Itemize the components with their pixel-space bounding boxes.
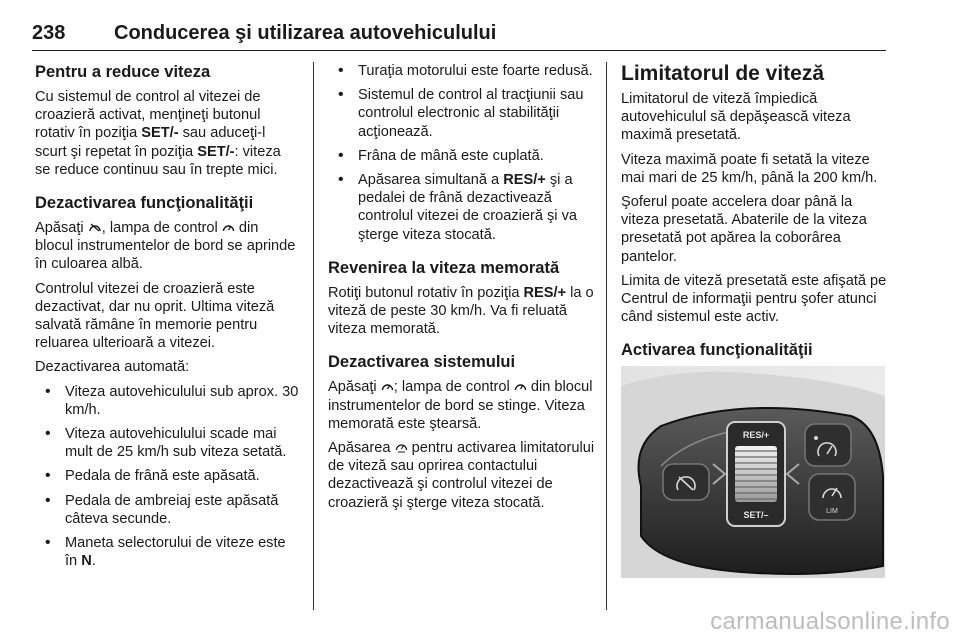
column-1	[35, 62, 300, 576]
section-heading: Dezactivarea sistemului	[328, 353, 516, 372]
list-item: • Pedala de frână este apăsată.	[35, 467, 300, 485]
list-item: • Turaţia motorului este foarte redusă.	[328, 62, 596, 80]
paragraph: Apăsaţi , lampa de control din blocul instrumentelor de bord se aprinde în culoarea albă.	[35, 220, 296, 273]
watermark: carmanualsonline.info	[710, 608, 950, 635]
paragraph: Limitatorul de viteză împiedică autovehiculul să depăşească viteza maximă presetată.	[621, 91, 851, 144]
list-item: • Sistemul de control al tracţiunii sau controlul electronic al stabilităţii acţionează.	[328, 86, 596, 141]
column-divider	[313, 62, 314, 610]
column-divider	[606, 62, 607, 610]
limiter-label: LIM	[826, 508, 838, 516]
list-item: • Frâna de mână este cuplată.	[328, 147, 596, 165]
paragraph: Limita de viteză presetată este afişată pe Centrul de informaţii pentru şofer atunci când sistemul este activ.	[621, 272, 887, 326]
set-label: SET/–	[743, 510, 769, 521]
bullet-list	[328, 62, 596, 244]
paragraph: Controlul vitezei de croazieră este dezactivat, dar nu oprit. Ultima viteză salvată rămâne în memorie pentru reluarea ulterioară a vitezei.	[35, 280, 275, 352]
section-heading: Revenirea la viteza memorată	[328, 258, 560, 277]
paragraph: Cu sistemul de control al vitezei de croazieră activat, menţineţi butonul rotativ în poziţia SET/- sau aduceţi-l scurt şi repetat în poziţia SET/-: viteza se reduce continuu sau în trepte mici.	[35, 89, 281, 178]
section-title: Limitatorul de viteză	[621, 62, 825, 85]
list-item: • Viteza autovehiculului sub aprox. 30 km/h.	[35, 383, 300, 419]
cruise-lamp-icon	[381, 381, 394, 392]
paragraph: Şoferul poate accelera doar până la viteza presetată. Abaterile de la viteza presetată pot apărea la coborârea pantelor.	[621, 194, 867, 265]
cruise-cancel-button[interactable]	[663, 464, 709, 500]
cruise-lamp-icon	[222, 222, 235, 233]
paragraph: Apăsarea pentru activarea limitatorului de viteză sau oprirea contactului dezactivează şi controlul vitezei de croazieră şi şterge viteza stocată.	[328, 440, 595, 511]
cruise-cancel-icon	[88, 222, 102, 233]
column-3	[621, 62, 889, 578]
limiter-icon	[395, 441, 408, 453]
steering-wheel-controls-photo	[621, 366, 885, 578]
paragraph: Apăsaţi ; lampa de control din blocul instrumentelor de bord se stinge. Viteza memorată este ştearsă.	[328, 379, 593, 432]
cruise-lamp-icon	[514, 381, 527, 392]
bullet-list	[35, 383, 300, 571]
speed-limiter-button[interactable]	[809, 474, 855, 520]
steering-wheel-illustration	[621, 366, 885, 578]
paragraph: Rotiţi butonul rotativ în poziţia RES/+ la o viteză de peste 30 km/h. Va fi reluată viteza memorată.	[328, 284, 594, 338]
page-title: Conducerea şi utilizarea autovehiculului	[114, 22, 497, 44]
paragraph: Dezactivarea automată:	[35, 359, 190, 376]
list-item: • Viteza autovehiculului scade mai mult de 25 km/h sub viteza setată.	[35, 425, 300, 461]
paragraph: Viteza maximă poate fi setată la viteze mai mari de 25 km/h, până la 200 km/h.	[621, 151, 878, 186]
res-label: RES/+	[742, 430, 770, 441]
list-item: • Apăsarea simultană a RES/+ şi a pedalei de frână dezactivează controlul vitezei de croazieră şi va şterge viteza stocată.	[328, 171, 596, 244]
section-heading: Dezactivarea funcţionalităţii	[35, 194, 254, 213]
cruise-control-button[interactable]	[805, 424, 851, 466]
list-item: • Maneta selectorului de viteze este în N.	[35, 534, 300, 570]
page-number: 238	[32, 22, 66, 44]
list-item: • Pedala de ambreiaj este apăsată câteva secunde.	[35, 492, 300, 528]
section-heading: Activarea funcţionalităţii	[621, 341, 813, 360]
column-2	[328, 62, 596, 518]
page-header	[32, 22, 886, 51]
section-heading: Pentru a reduce viteza	[35, 63, 211, 81]
